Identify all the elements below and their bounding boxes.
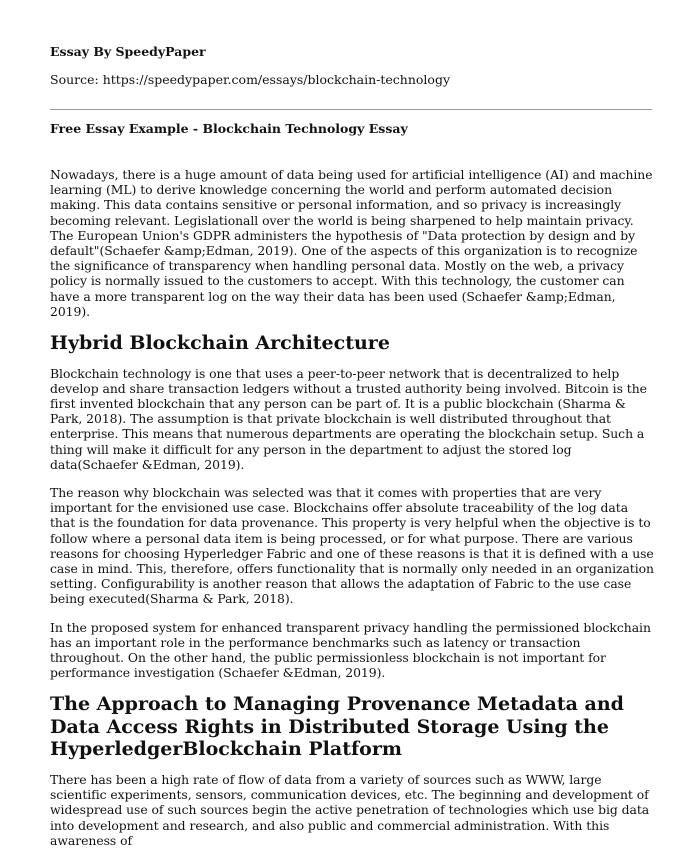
essay-body [50,167,656,861]
header-divider [50,109,652,110]
section-heading-hybrid-blockchain: Hybrid Blockchain Architecture [50,332,390,355]
section1-paragraph: Blockchain technology is one that uses a peer-to-peer network that is decentralized to help develop and share transaction ledgers without a trusted authority being involved. Bitcoin is the first invented blockchain that any person can be part of. It is a public blockchain (Sharma & Park, 2018). The assumption is that private blockchain is well distributed throughout that enterprise. This means that numerous departments are operating the blockchain setup. Such a thing will make it difficult for any person in the department to adjust the stored log data(Schaefer &Edman, 2019). [50,365,647,472]
section1-paragraph: The reason why blockchain was selected was that it comes with properties that are very important for the envisioned use case. Blockchains offer absolute traceability of the log data that is the foundation for data provenance. This property is very helpful when the objective is to follow where a personal data item is being processed, or for what purpose. There are various reasons for choosing Hyperledger Fabric and one of these reasons is that it is defined with a use case in mind. This, therefore, offers functionality that is normally only needed in an organization setting. Configurability is another reason that allows the adaptation of Fabric to the use case being executed(Sharma & Park, 2018). [50,484,654,607]
section1-paragraph: In the proposed system for enhanced transparent privacy handling the permissioned blockchain has an important role in the performance benchmarks such as latency or transaction throughout. On the other hand, the public permissionless blockchain is not important for performance investigation (Schaefer &Edman, 2019). [50,619,651,681]
header-brand: Essay By SpeedyPaper [50,44,206,59]
document-title: Free Essay Example - Blockchain Technology Essay [50,121,408,136]
section2-paragraph: There has been a high rate of flow of data from a variety of sources such as WWW, large scientific experiments, sensors, communication devices, etc. The beginning and development of widespread use of such sources begin the active penetration of technologies which use big data into development and research, and also public and commercial administration. With this awareness of [50,771,650,848]
section-heading-provenance-metadata: The Approach to Managing Provenance Metadata and Data Access Rights in Distributed Storage Using the HyperledgerBlockchain Platform [50,693,624,761]
header-source: Source: https://speedypaper.com/essays/blockchain-technology [50,72,451,87]
intro-paragraph: Nowadays, there is a huge amount of data being used for artificial intelligence (AI) and machine learning (ML) to derive knowledge concerning the world and perform automated decision making. This data contains sensitive or personal information, and so privacy is increasingly becoming relevant. Legislationall over the world is being sharpened to help maintain privacy. The European Union's GDPR administers the hypothesis of "Data protection by design and by default"(Schaefer &amp;Edman, 2019). One of the aspects of this organization is to recognize the significance of transparency when handling personal data. Mostly on the web, a privacy policy is normally issued to the customers to accept. With this technology, the customer can have a more transparent log on the way their data has been used (Schaefer &amp;Edman, 2019). [50,167,653,319]
